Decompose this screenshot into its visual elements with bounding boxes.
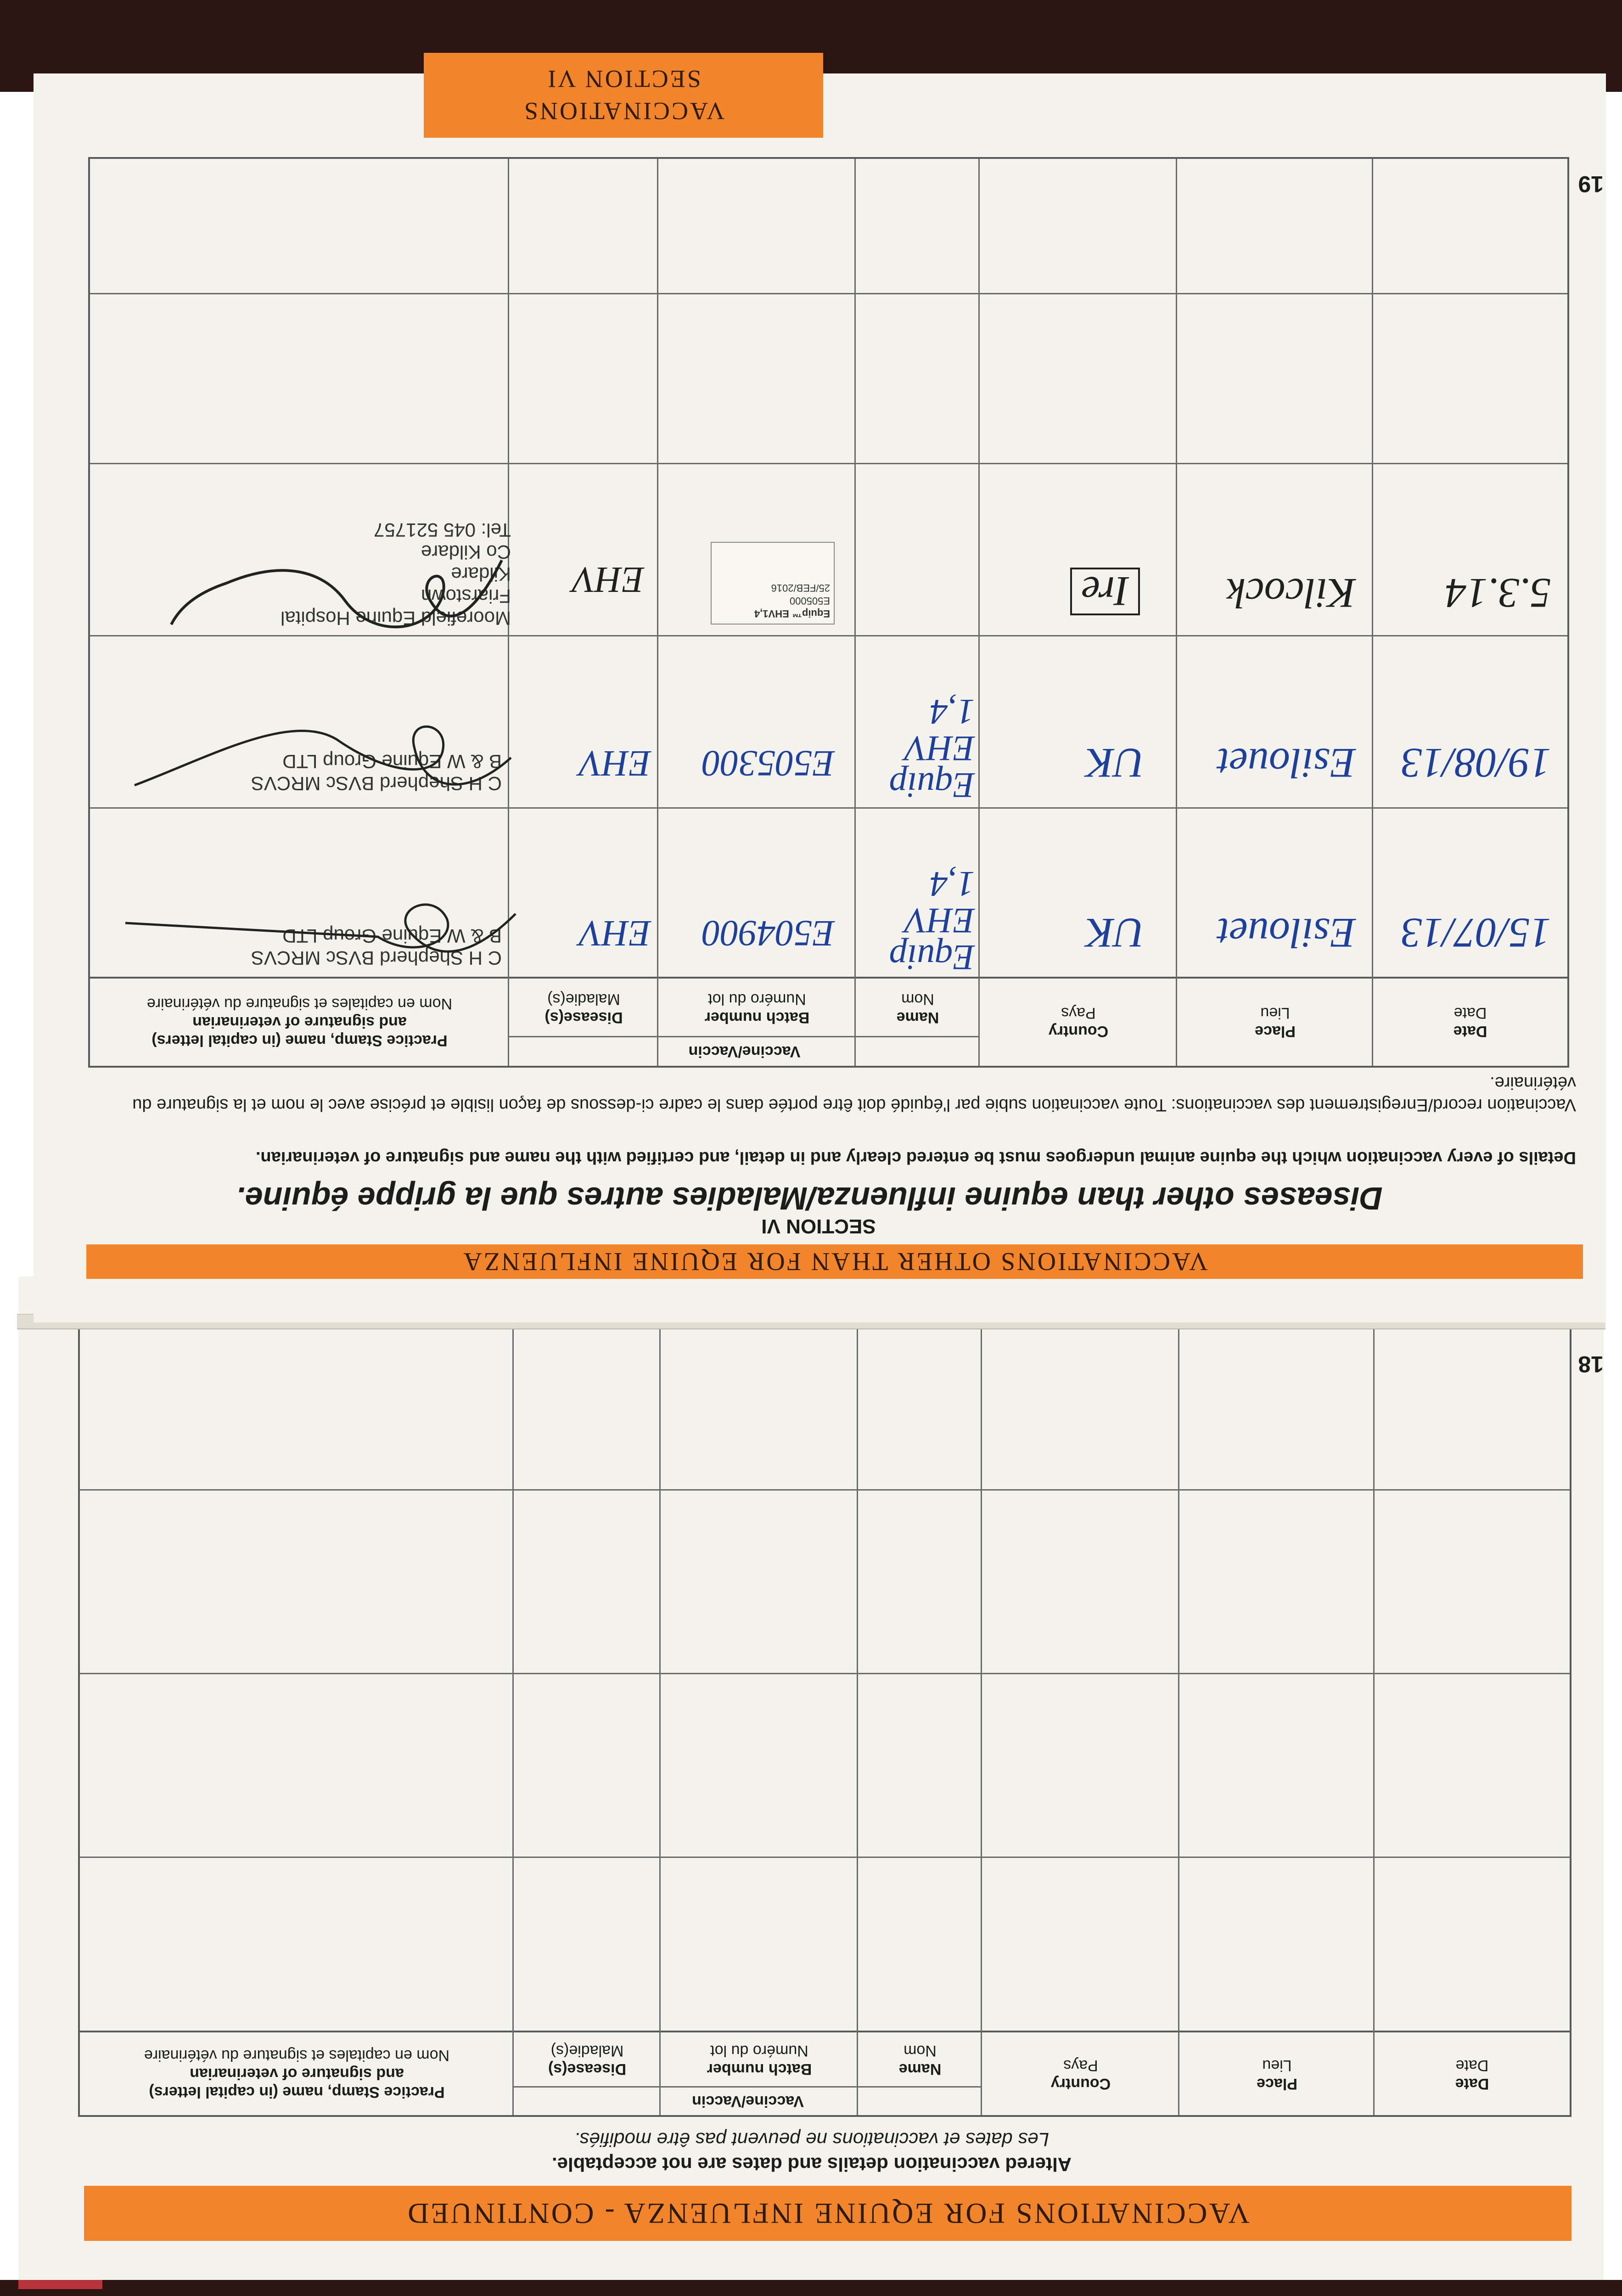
section-tab (424, 53, 823, 138)
row2-batch: E505300 (702, 743, 835, 783)
row1-practice-stamp: C H Shepherd BVSc MRCVS B & W Equine Group LTD (251, 925, 502, 969)
alteration-note-en: Altered vaccination details and dates are not acceptable. (551, 2154, 1072, 2175)
scan-edge-top (0, 2280, 1622, 2296)
row3-disease: EHV (572, 559, 644, 600)
row1-disease: EHV (579, 913, 651, 953)
col-date: Date Date (1455, 2057, 1489, 2093)
col-vaccine-name: Name Nom (898, 2042, 942, 2078)
col-disease: Disease(s) Maladie(s) (544, 990, 623, 1026)
col-vaccine-name: Name Nom (896, 990, 939, 1026)
row1-signature-icon (116, 882, 529, 983)
row3-vaccine-sticker: Equip™ EHV1,4 E505000 25/FEB/2016 (711, 542, 835, 625)
row3-date: 5.3.14 (1445, 570, 1551, 617)
vaccination-table-header (90, 977, 1567, 1066)
row1-date: 15/07/13 (1400, 910, 1551, 957)
page-number-19: 19 (1578, 171, 1604, 197)
section-heading: Diseases other than equine influenza/Maladies autres que la grippe équine. (236, 1181, 1383, 1216)
row2-place: Esilouet (1217, 740, 1356, 787)
col-practice-stamp: Practice Stamp, name (in capital letters) and signature of veterinarian Nom en capitales et signature du vétérinaire (146, 995, 453, 1049)
row1-country: UK (1086, 910, 1145, 957)
row3-practice-stamp: Moorefield Equine Hospital Friarstown Kildare Co Kildare Tel: 045 521757 (281, 519, 511, 629)
col-country: Country Pays (1050, 2057, 1111, 2093)
instructions-fr: Vaccination record/Enregistrement des vaccinations: Toute vaccination subie par l'équidé doit être portée dans le cadre ci-dessous de façon lisible et précise avec le nom et la signature du vétérinaire. (132, 1073, 1576, 1114)
influenza-table-header (80, 2031, 1570, 2115)
row2-disease: EHV (579, 743, 651, 783)
col-date: Date Date (1453, 1004, 1487, 1040)
page-number-18: 18 (1578, 1351, 1604, 1377)
influenza-table (78, 1303, 1571, 2117)
col-vaccine-group: Vaccine/Vaccin (514, 2086, 982, 2115)
col-batch-number: Batch number Numéro du lot (707, 2042, 812, 2078)
row3-country: Ire (1070, 568, 1140, 615)
page-19-header-bar: VACCINATIONS OTHER THAN FOR EQUINE INFLUENZA (86, 1244, 1583, 1279)
col-country: Country Pays (1048, 1004, 1109, 1040)
row2-date: 19/08/13 (1400, 740, 1551, 787)
row2-practice-stamp: C H Shepherd BVSc MRCVS B & W Equine Group LTD (251, 751, 502, 794)
col-practice-stamp: Practice Stamp, name (in capital letters) and signature of veterinarian Nom en capitales et signature du vétérinaire (144, 2047, 450, 2101)
row3-signature-icon (153, 533, 520, 652)
col-disease: Disease(s) Maladie(s) (548, 2042, 627, 2078)
col-vaccine-group: Vaccine/Vaccin (509, 1036, 980, 1066)
row1-vaccine-name: Equip EHV 1,4 (889, 864, 975, 978)
row2-vaccine-name: Equip EHV 1,4 (889, 692, 975, 805)
instructions-en: Details of every vaccination which the equine animal undergoes must be entered clearly and in detail, and certified with the name and signature of veterinarian. (255, 1148, 1576, 1167)
col-batch-number: Batch number Numéro du lot (704, 990, 810, 1026)
alteration-note-fr: Les dates et vaccinations ne peuvent pas être modifiés. (574, 2129, 1050, 2150)
row3-place: Kilcock (1227, 570, 1356, 617)
row2-country: UK (1086, 740, 1145, 787)
row2-signature-icon (116, 703, 529, 813)
section-tab-number: SECTION VI (546, 65, 701, 93)
section-label: SECTION VI (761, 1215, 876, 1238)
row1-batch: E504900 (702, 913, 835, 953)
row1-place: Esilouet (1217, 910, 1356, 957)
section-tab-title: VACCINATIONS (522, 97, 725, 125)
col-place: Place Lieu (1257, 2057, 1297, 2093)
page-18-header-bar: VACCINATIONS FOR EQUINE INFLUENZA - CONTINUED (84, 2186, 1571, 2241)
col-place: Place Lieu (1255, 1004, 1296, 1040)
alteration-note (277, 2127, 1347, 2177)
